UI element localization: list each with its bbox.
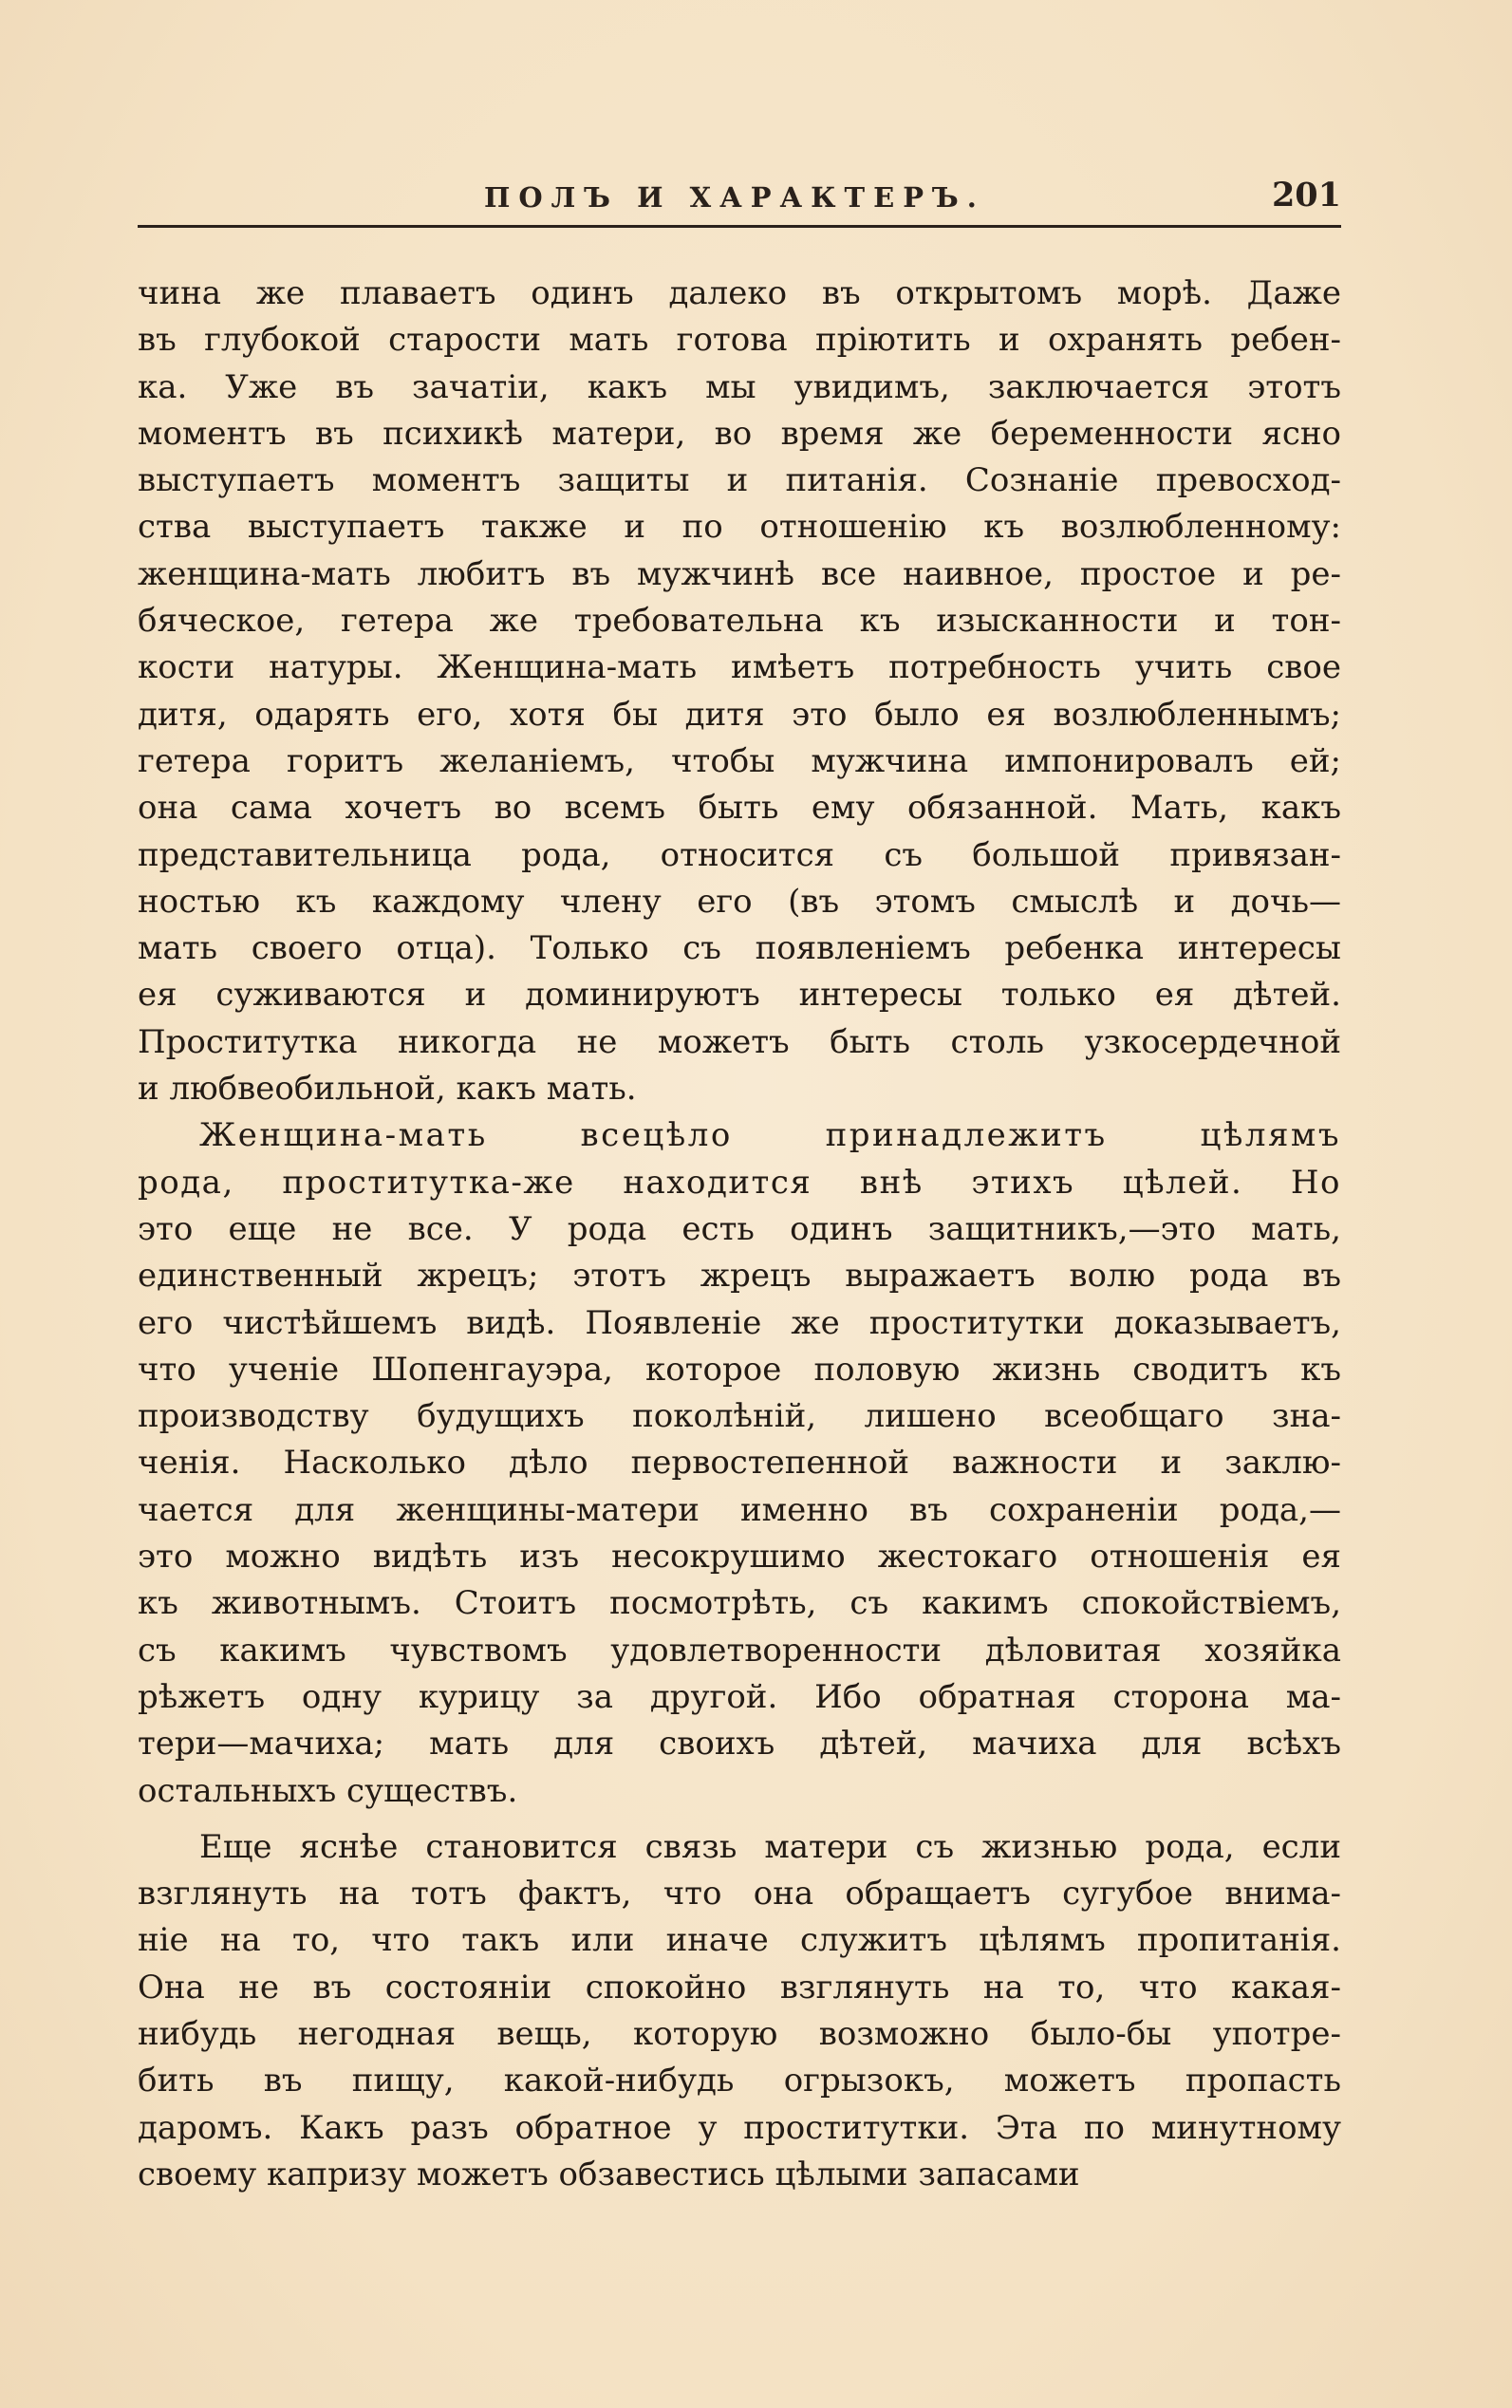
text-line: ностью къ каждому члену его (въ этомъ смыслѣ и дочь— — [138, 882, 1341, 921]
text-line: его чистѣйшемъ видѣ. Появленіе же проститутки доказываетъ, — [138, 1303, 1341, 1342]
text-line: женщина-мать любитъ въ мужчинѣ все наивное, простое и ре- — [138, 554, 1341, 593]
text-line: тери—мачиха; мать для своихъ дѣтей, мачиха для всѣхъ — [138, 1725, 1341, 1764]
text-line: моментъ въ психикѣ матери, во время же беременности ясно — [138, 414, 1341, 453]
text-line: бяческое, гетера же требовательна къ изысканности и тон- — [138, 602, 1341, 641]
text-line: единственный жрецъ; этотъ жрецъ выражаетъ волю рода въ — [138, 1257, 1341, 1296]
text-line: ніе на то, что такъ или иначе служитъ цѣлямъ пропитанія. — [138, 1921, 1341, 1960]
text-line: ченія. Насколько дѣло первостепенной важности и заклю- — [138, 1444, 1341, 1483]
text-line: дитя, одарять его, хотя бы дитя это было ея возлюбленнымъ; — [138, 695, 1341, 734]
text-line: остальныхъ существъ. — [138, 1771, 518, 1810]
text-line: рода, проститутка-же находится внѣ этихъ цѣлей. Но — [138, 1163, 1341, 1202]
text-line: это еще не все. У рода есть одинъ защитникъ,—это мать, — [138, 1209, 1341, 1248]
text-line: рѣжетъ одну курицу за другой. Ибо обратная сторона ма- — [138, 1677, 1341, 1716]
text-line: и любвеобильной, какъ мать. — [138, 1070, 637, 1109]
text-line: ея суживаются и доминируютъ интересы только ея дѣтей. — [138, 976, 1341, 1015]
page-header — [138, 176, 1341, 223]
text-line: въ глубокой старости мать готова пріютить и охранять ребен- — [138, 321, 1341, 360]
text-line: съ какимъ чувствомъ удовлетворенности дѣловитая хозяйка — [138, 1631, 1341, 1670]
paragraph-2 — [138, 1112, 1341, 1814]
text-line: производству будущихъ поколѣній, лишено всеобщаго зна- — [138, 1397, 1341, 1436]
text-line: ка. Уже въ зачатіи, какъ мы увидимъ, заключается этотъ — [138, 367, 1341, 406]
text-line: это можно видѣть изъ несокрушимо жестокаго отношенія ея — [138, 1538, 1341, 1577]
paragraph-3 — [138, 1824, 1341, 2198]
text-line: Она не въ состояніи спокойно взглянуть на то, что какая- — [138, 1968, 1341, 2007]
text-line: мать своего отца). Только съ появленіемъ ребенка интересы — [138, 929, 1341, 968]
text-line: выступаетъ моментъ защиты и питанія. Сознаніе превосход- — [138, 461, 1341, 500]
text-line: взглянуть на тотъ фактъ, что она обращаетъ сугубое внима- — [138, 1875, 1341, 1913]
text-line: Еще яснѣе становится связь матери съ жизнью рода, если — [199, 1827, 1341, 1866]
text-line: Женщина-мать всецѣло принадлежитъ цѣлямъ — [199, 1116, 1341, 1155]
header-rule — [138, 225, 1341, 228]
body-text — [138, 271, 1341, 2198]
text-line: къ животнымъ. Стоитъ посмотрѣть, съ какимъ спокойствіемъ, — [138, 1584, 1341, 1623]
running-title: ПОЛЪ И ХАРАКТЕРЪ. — [484, 181, 985, 214]
text-line: даромъ. Какъ разъ обратное у проститутки. Эта по минутному — [138, 2108, 1341, 2147]
text-line: чина же плаваетъ одинъ далеко въ открытомъ морѣ. Даже — [138, 274, 1341, 312]
text-line: что ученіе Шопенгауэра, которое половую жизнь сводитъ къ — [138, 1350, 1341, 1389]
page-number: 201 — [1271, 176, 1341, 215]
text-line: своему капризу можетъ обзавестись цѣлыми запасами — [138, 2155, 1080, 2193]
text-line: гетера горитъ желаніемъ, чтобы мужчина импонировалъ ей; — [138, 741, 1341, 780]
text-line: нибудь негодная вещь, которую возможно было-бы употре- — [138, 2014, 1341, 2053]
text-line: кости натуры. Женщина-мать имѣетъ потребность учить свое — [138, 648, 1341, 687]
text-line: бить въ пищу, какой-нибудь огрызокъ, можетъ пропасть — [138, 2062, 1341, 2100]
text-line: чается для женщины-матери именно въ сохраненіи рода,— — [138, 1490, 1341, 1529]
text-line: ства выступаетъ также и по отношенію къ возлюбленному: — [138, 508, 1341, 547]
paragraph-gap — [138, 1815, 1341, 1824]
text-line: Проститутка никогда не можетъ быть столь узкосердечной — [138, 1022, 1341, 1061]
text-line: представительница рода, относится съ большой привязан- — [138, 835, 1341, 874]
paragraph-1 — [138, 271, 1341, 1112]
text-line: она сама хочетъ во всемъ быть ему обязанной. Мать, какъ — [138, 789, 1341, 828]
